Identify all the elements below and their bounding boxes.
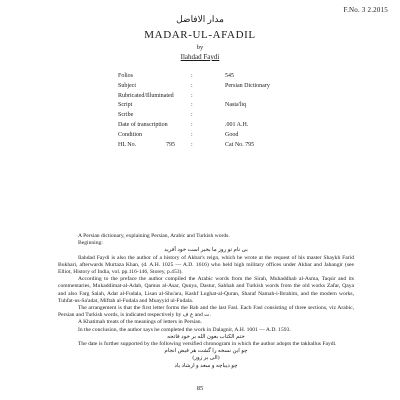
body-paragraph: In the conclusion, the author says he completed the work in Dalagnir, A.H. 1001 — A.D. 1593. <box>78 326 291 333</box>
metadata-value: Good <box>225 131 239 138</box>
arabic-quote: ختم الكتاب بعون الله بر خود فاتحه <box>167 333 245 340</box>
metadata-extra: 795 <box>166 141 175 148</box>
body-paragraph: The arrangement is that the first letter forms the Bab and the last Fasl. Each Fasl consisting of three sections, viz Arabic, Persian and Turkish words, is indicated respectively by ع ف and ت. <box>58 305 354 319</box>
metadata-colon: : <box>191 73 193 79</box>
beginning-label: Beginning: <box>78 240 103 247</box>
metadata-key: Script <box>118 102 133 109</box>
metadata-row <box>118 83 348 93</box>
arabic-quote: بی نام تو روز ما بخیر است خود آفرید <box>164 247 248 254</box>
arabic-title: مدار الافاضل <box>176 14 224 24</box>
description-body <box>58 233 354 370</box>
body-paragraph: Ilahdad Faydi is also the author of a history of Akbar's reign, which he wrote at the request of his master Shaykh Farid Bukhari, afterwards Murtaza Khan, (d. A.H. 1025 — A.D. 1616) who held high military offices under Akbar and Jahangir (see Elliot, History of India, vol. pp.116-146, Storey, p.453). <box>58 254 354 276</box>
body-paragraph: A Khatimah treats of the meanings of letters in Persian. <box>78 319 202 326</box>
metadata-colon: : <box>191 121 193 128</box>
metadata-colon: : <box>191 92 193 99</box>
page-title: MADAR-UL-AFADIL <box>144 29 256 41</box>
metadata-key: Rubricated/Illuminated <box>118 92 174 99</box>
metadata-row <box>118 73 348 83</box>
metadata-colon: : <box>191 112 193 119</box>
metadata-key: Subject <box>118 82 136 89</box>
metadata-colon: : <box>191 141 193 148</box>
arabic-quote: (الی بر زور) <box>192 355 220 362</box>
metadata-key: Scribe <box>118 112 134 119</box>
catalog-reference: F.No. 3 2.2015 <box>343 6 388 14</box>
metadata-row <box>118 132 348 142</box>
metadata-value: Nasta'liq <box>225 102 247 109</box>
metadata-key: HL No. <box>118 141 137 148</box>
author-name: Ilahdad Faydi <box>180 53 220 61</box>
metadata-colon: : <box>191 131 193 138</box>
metadata-table <box>118 73 348 151</box>
body-paragraph: According to the preface the author compiled the Arabic words from the Sirah, Muhaddhab al-Asma, Taqsir and its commentaries, Mukaddimat-al-Adab, Qamus al-Asar, Qunya, Dastur, Sahhah and Turkish words from the old works Zafar, Qaya and also Farg Salah, Adat al-Fudala, Lisan al-Shu'ara, Kashf Lughat-al-Quran, Sharaf Namah-i-Ibrahim, and the modern works, Tuhfat-us-Sa'adat, Miftah al-Fudala and Muayyid ul-Fudala. <box>58 276 354 304</box>
metadata-row <box>118 93 348 103</box>
metadata-key: Condition <box>118 131 143 138</box>
arabic-quote: چو دیباچه و سعد و ارشاد یاد <box>174 362 238 369</box>
metadata-value: Cat No. 795 <box>225 141 255 148</box>
metadata-key: Date of transcription <box>118 121 168 128</box>
metadata-value: 545 <box>225 73 234 79</box>
metadata-row <box>118 102 348 112</box>
metadata-colon: : <box>191 102 193 109</box>
metadata-value: Persian Dictionary <box>225 82 270 89</box>
metadata-row <box>118 142 348 152</box>
metadata-key: Folios <box>118 73 134 79</box>
arabic-quote: چو این نسخه را گشت هر فیض انجام <box>164 348 248 355</box>
page-number: 85 <box>196 385 204 392</box>
by-label: by <box>196 44 204 51</box>
intro-paragraph: A Persian dictionary, explaining Persian, Arabic and Turkish words. <box>78 233 230 239</box>
body-paragraph: The date is further supported by the following versified chronogram in which the author adopts the takhallus Faydi. <box>78 341 337 348</box>
metadata-colon: : <box>191 82 193 89</box>
metadata-row <box>118 122 348 132</box>
metadata-row <box>118 112 348 122</box>
metadata-value: .001 A.H. <box>225 121 249 128</box>
